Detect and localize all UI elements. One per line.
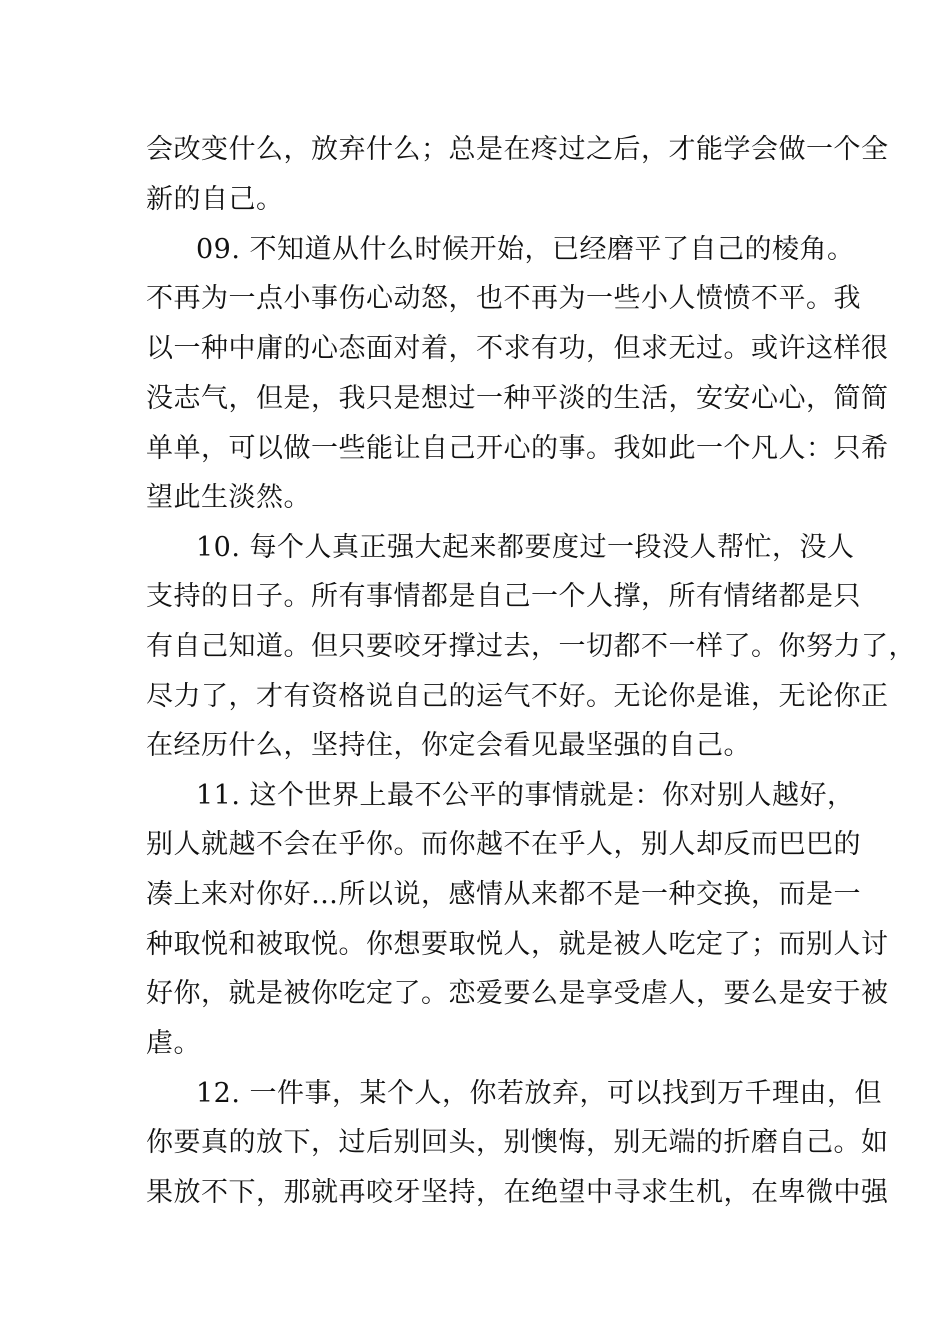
text-line: 有自己知道。但只要咬牙撑过去，一切都不一样了。你努力了， <box>146 631 916 662</box>
text-line: 果放不下，那就再咬牙坚持，在绝望中寻求生机，在卑微中强 <box>146 1177 889 1208</box>
text-line: 好你，就是被你吃定了。恋爱要么是享受虐人，要么是安于被 <box>146 978 889 1009</box>
paragraph-09-first-line: 09. 不知道从什么时候开始，已经磨平了自己的棱角。 <box>196 234 855 265</box>
text-line: 在经历什么，坚持住，你定会看见最坚强的自己。 <box>146 730 751 761</box>
text-line: 尽力了，才有资格说自己的运气不好。无论你是谁，无论你正 <box>146 681 889 712</box>
paragraph-11-first-line: 11. 这个世界上最不公平的事情就是：你对别人越好， <box>196 780 855 811</box>
text-line: 别人就越不会在乎你。而你越不在乎人，别人却反而巴巴的 <box>146 829 861 860</box>
text-line: 不再为一点小事伤心动怒，也不再为一些小人愤愤不平。我 <box>146 283 861 314</box>
text-line: 望此生淡然。 <box>146 482 311 513</box>
paragraph-10-first-line: 10. 每个人真正强大起来都要度过一段没人帮忙，没人 <box>196 532 855 563</box>
text-line: 以一种中庸的心态面对着，不求有功，但求无过。或许这样很 <box>146 333 889 364</box>
text-line: 新的自己。 <box>146 184 284 215</box>
text-line: 单单，可以做一些能让自己开心的事。我如此一个凡人：只希 <box>146 433 889 464</box>
text-line: 会改变什么，放弃什么；总是在疼过之后，才能学会做一个全 <box>146 134 889 165</box>
text-line: 支持的日子。所有事情都是自己一个人撑，所有情绪都是只 <box>146 581 861 612</box>
text-line: 你要真的放下，过后别回头，别懊悔，别无端的折磨自己。如 <box>146 1127 889 1158</box>
text-line: 虐。 <box>146 1028 201 1059</box>
text-line: 凑上来对你好…所以说，感情从来都不是一种交换，而是一 <box>146 879 861 910</box>
paragraph-12-first-line: 12. 一件事，某个人，你若放弃，可以找到万千理由，但 <box>196 1078 883 1109</box>
text-line: 没志气，但是，我只是想过一种平淡的生活，安安心心，简简 <box>146 383 889 414</box>
text-line: 种取悦和被取悦。你想要取悦人，就是被人吃定了；而别人讨 <box>146 929 889 960</box>
